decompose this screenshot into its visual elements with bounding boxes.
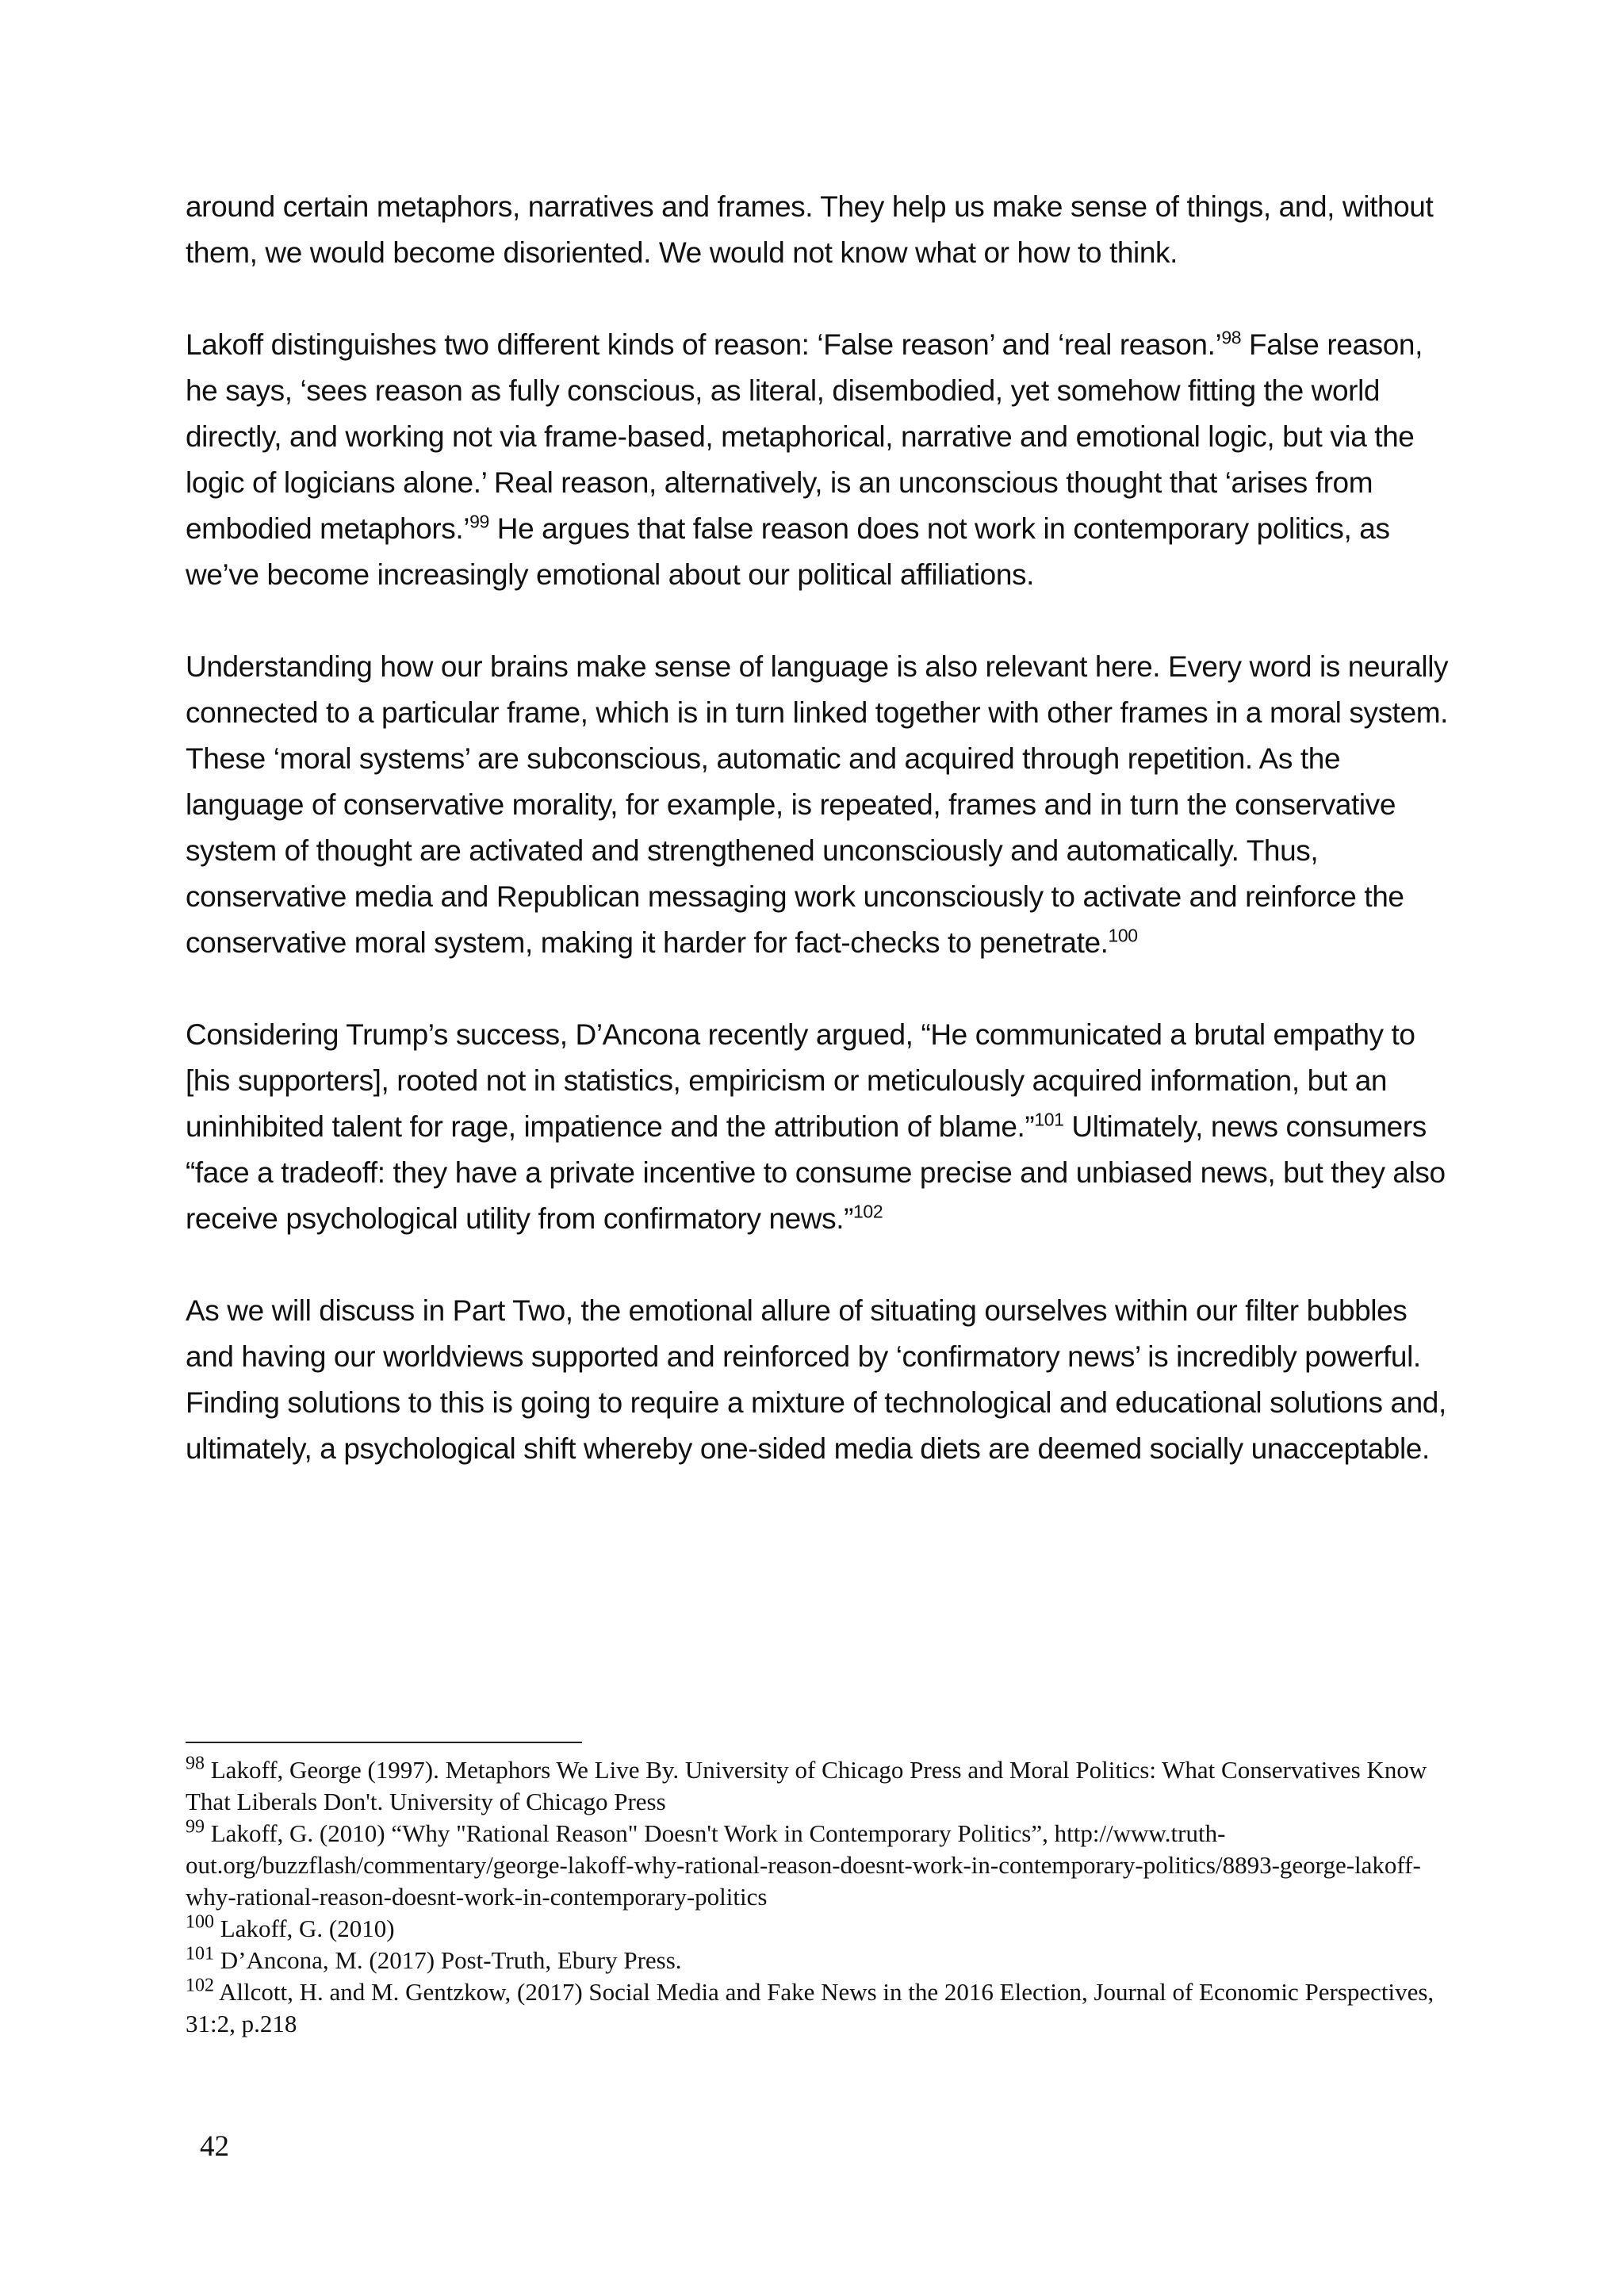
- footnote-item: $^{101}$ D’Ancona, M. (2017) Post-Truth, Ebury Press.: [186, 1943, 682, 1974]
- footnote-item: $^{100}$ Lakoff, G. (2010): [186, 1911, 395, 1942]
- footnote-ref: 98: [1221, 327, 1242, 348]
- footnote-item: $^{99}$ Lakoff, G. (2010) “Why "Rational Reason" Doesn't Work in Contemporary Politics”, http://www.truth-out.org/buzzflash/commentary/george-lakoff-why-rational-reason-doesnt-work-in-contemporary-politics/8893-george-lakoff-why-rational-reason-doesnt-work-in-contemporary-politics: [186, 1816, 1421, 1911]
- paragraph: Understanding how our brains make sense of language is also relevant here. Every word is neurally connected to a particular frame, which is in turn linked together with other frames in a moral system. These ‘moral systems’ are subconscious, automatic and acquired through repetition. As the language of conservative morality, for example, is repeated, frames and in turn the conservative system of thought are activated and strengthened unconsciously and automatically. Thus, conservative media and Republican messaging work unconsciously to activate and reinforce the conservative moral system, making it harder for fact-checks to penetrate.$^{100}$: [186, 650, 1449, 959]
- footnote-ref: 102: [853, 1201, 883, 1222]
- footnote-number: 102: [186, 1975, 214, 1996]
- footnote-ref: 99: [469, 511, 489, 532]
- footnote-ref: 101: [1034, 1109, 1064, 1130]
- paragraph: As we will discuss in Part Two, the emotional allure of situating ourselves within our filter bubbles and having our worldviews supported and reinforced by ‘confirmatory news’ is incredibly powerful. Finding solutions to this is going to require a mixture of technological and educational solutions and, ultimately, a psychological shift whereby one-sided media diets are deemed socially unacceptable.: [186, 1294, 1446, 1465]
- footnote-separator: [186, 1742, 582, 1743]
- footnote-number: 98: [186, 1753, 205, 1774]
- footnote-item: $^{98}$ Lakoff, George (1997). Metaphors We Live By. University of Chicago Press and Moral Politics: What Conservatives Know That Liberals Don't. University of Chicago Press: [186, 1753, 1427, 1815]
- page-number: 42: [200, 2130, 229, 2163]
- footnote-ref: 100: [1108, 925, 1138, 946]
- paragraph: around certain metaphors, narratives and frames. They help us make sense of things, and, without them, we would become disoriented. We would not know what or how to think.: [186, 190, 1434, 269]
- footnote-number: 101: [186, 1943, 214, 1964]
- footnote-item: $^{102}$ Allcott, H. and M. Gentzkow, (2017) Social Media and Fake News in the 2016 Election, Journal of Economic Perspectives, 31:2, p.218: [186, 1975, 1434, 2037]
- paragraph: Considering Trump’s success, D’Ancona recently argued, “He communicated a brutal empathy to [his supporters], rooted not in statistics, empiricism or meticulously acquired information, but an uninhibited talent for rage, impatience and the attribution of blame.”$^{101}$ Ultimately, news consumers “face a tradeoff: they have a private incentive to consume precise and unbiased news, but they also receive psychological utility from confirmatory news.”$^{102}$: [186, 1018, 1446, 1235]
- footnote-number: 100: [186, 1911, 214, 1933]
- body-text: [186, 184, 1454, 1472]
- footnote-number: 99: [186, 1816, 205, 1838]
- footnotes: [186, 1754, 1454, 2040]
- paragraph: Lakoff distinguishes two different kinds of reason: ‘False reason’ and ‘real reason.’$^{98}$ False reason, he says, ‘sees reason as fully conscious, as literal, disembodied, yet somehow fitting the world directly, and working not via frame-based, metaphorical, narrative and emotional logic, but via the logic of logicians alone.’ Real reason, alternatively, is an unconscious thought that ‘arises from embodied metaphors.’$^{99}$ He argues that false reason does not work in contemporary politics, as we’ve become increasingly emotional about our political affiliations.: [186, 327, 1423, 591]
